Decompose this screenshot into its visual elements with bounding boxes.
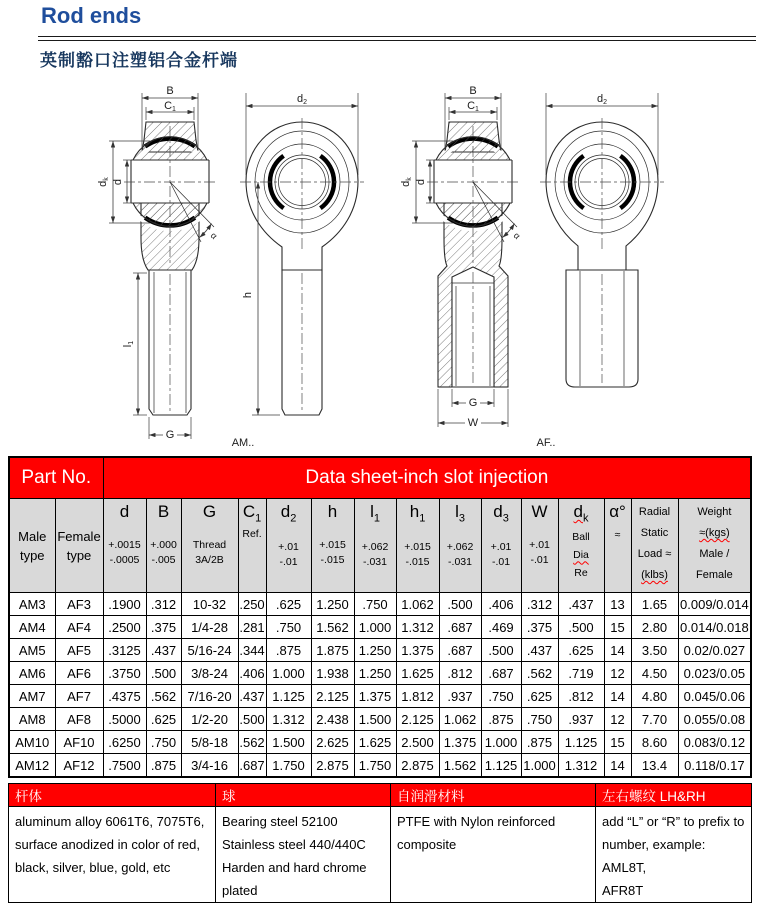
af-front-view [537, 93, 664, 449]
spec-cell: 3.50 [631, 639, 678, 662]
spec-cell: AF4 [55, 616, 103, 639]
column-symbol: $d_2$ [280, 502, 297, 525]
spec-cell: .3125 [103, 639, 146, 662]
spec-cell: 2.625 [311, 731, 354, 754]
column-sublabels [104, 538, 146, 568]
spec-cell: .500 [558, 616, 604, 639]
label-line: type [66, 548, 92, 563]
spec-cell: 2.875 [311, 754, 354, 778]
spec-cell: 1.375 [439, 731, 481, 754]
label-line: +.01 [529, 539, 550, 551]
spec-row-AM6 [9, 662, 751, 685]
label-line: +.0015 [108, 539, 141, 551]
spec-cell: 1.312 [558, 754, 604, 778]
type-column-header-0 [9, 499, 55, 593]
materials-header-row [9, 784, 752, 807]
spec-cell: 14 [604, 639, 631, 662]
spec-cell: .5000 [103, 708, 146, 731]
spec-cell: .437 [521, 639, 558, 662]
spec-cell: .562 [521, 662, 558, 685]
spec-cell: 1.65 [631, 593, 678, 616]
page-subtitle: 英制豁口注塑铝合金杆端 [40, 51, 238, 70]
spec-cell: 5/8-18 [181, 731, 238, 754]
spec-cell: .625 [146, 708, 181, 731]
material-cell-1 [216, 807, 391, 903]
material-header-1: 球 [216, 784, 391, 807]
material-line: Stainless steel 440/440C [222, 837, 366, 852]
spec-cell: AM5 [9, 639, 55, 662]
column-sublabels [482, 540, 521, 570]
dim-label-dk: dk [97, 177, 110, 187]
spec-cell: AF3 [55, 593, 103, 616]
spec-cell: .687 [439, 616, 481, 639]
am-section-view [97, 85, 219, 441]
spec-column-header-10 [521, 499, 558, 593]
spec-cell: 3/8-24 [181, 662, 238, 685]
material-header-3: 左右螺纹 LH&RH [596, 784, 752, 807]
spec-cell: 1.812 [396, 685, 439, 708]
label-line: type [19, 548, 45, 563]
spec-cell: 0.02/0.027 [678, 639, 751, 662]
dim-label-d2: d2 [296, 93, 308, 106]
label-line: Female [57, 529, 101, 544]
spec-cell: AF10 [55, 731, 103, 754]
spec-cell: 0.118/0.17 [678, 754, 751, 778]
type-column-label [10, 527, 55, 565]
label-line: Female [696, 569, 733, 581]
spec-cell: .875 [521, 731, 558, 754]
column-symbol: $l_3$ [455, 502, 465, 525]
column-symbol: B [157, 502, 170, 521]
spec-cell: .500 [146, 662, 181, 685]
spec-cell: 1.625 [396, 662, 439, 685]
column-sublabels [355, 540, 396, 570]
spec-cell: 12 [604, 662, 631, 685]
spec-cell: .7500 [103, 754, 146, 778]
label-line: +.01 [278, 541, 299, 554]
spec-cell: .437 [146, 639, 181, 662]
column-sublabels [312, 538, 354, 568]
column-sublabels [182, 538, 238, 568]
column-symbol: α° [609, 502, 626, 521]
spec-cell: .937 [558, 708, 604, 731]
column-symbol: $d_3$ [493, 502, 509, 525]
spec-column-header-8 [439, 499, 481, 593]
spec-cell: .312 [521, 593, 558, 616]
spec-cell: .625 [266, 593, 311, 616]
spec-cell: 1.562 [439, 754, 481, 778]
spec-cell: .406 [481, 593, 521, 616]
title-divider [38, 36, 756, 41]
spec-cell: .750 [521, 708, 558, 731]
spec-cell: .1900 [103, 593, 146, 616]
label-line: -.015 [320, 554, 345, 566]
spec-cell: .625 [521, 685, 558, 708]
label-line: +.015 [404, 541, 431, 554]
dim-label-b: B [166, 85, 174, 97]
label-line: Re [574, 567, 588, 580]
column-symbol: $h_1$ [409, 502, 426, 525]
spec-cell: 1.000 [481, 731, 521, 754]
material-line: composite [397, 837, 457, 852]
spec-cell: 0.055/0.08 [678, 708, 751, 731]
spec-cell: 1.250 [354, 662, 396, 685]
spec-cell: 4.50 [631, 662, 678, 685]
spec-cell: .4375 [103, 685, 146, 708]
spec-column-header-3 [238, 499, 266, 593]
spec-cell: .500 [481, 639, 521, 662]
spec-column-header-11 [558, 499, 604, 593]
spec-column-header-13 [631, 499, 678, 593]
spec-cell: 1.875 [311, 639, 354, 662]
dim-label-g: G [468, 397, 478, 409]
spec-cell: .2500 [103, 616, 146, 639]
spec-cell: 1/2-20 [181, 708, 238, 731]
type-column-label [56, 527, 103, 565]
spec-cell: AF12 [55, 754, 103, 778]
material-header-0: 杆体 [9, 784, 216, 807]
spec-cell: 2.875 [396, 754, 439, 778]
dim-label-w: W [467, 417, 479, 429]
material-line: number, example: AML8T, [602, 837, 706, 875]
spec-cell: .500 [439, 593, 481, 616]
material-cell-2 [391, 807, 596, 903]
spec-cell: .687 [481, 662, 521, 685]
spec-cell: .750 [481, 685, 521, 708]
spec-cell: AM6 [9, 662, 55, 685]
spec-table [8, 456, 752, 778]
spec-cell: 8.60 [631, 731, 678, 754]
spec-cell: 2.125 [311, 685, 354, 708]
spec-cell: 1.375 [354, 685, 396, 708]
spec-cell: 1.062 [439, 708, 481, 731]
label-line: +.062 [361, 541, 389, 554]
spec-cell: 14 [604, 754, 631, 778]
material-cell-0 [9, 807, 216, 903]
spec-cell: 13 [604, 593, 631, 616]
spec-column-header-4 [266, 499, 311, 593]
spec-cell: .344 [238, 639, 266, 662]
dim-label-c1: C1 [164, 100, 176, 113]
column-symbol: $l_1$ [370, 502, 380, 525]
label-line: Thread [192, 539, 227, 551]
label-line: 3A/2B [195, 554, 224, 566]
label-line: -.031 [363, 556, 387, 569]
label-line: Male [18, 529, 47, 544]
column-symbol: $C_1$ [242, 502, 262, 525]
column-symbol: W [531, 502, 548, 521]
column-sublabels [605, 526, 631, 544]
column-symbol: G [202, 502, 217, 521]
spec-cell: 1.562 [311, 616, 354, 639]
spec-cell: AM4 [9, 616, 55, 639]
label-line: Radial [638, 506, 671, 518]
material-line: PTFE with Nylon reinforced [397, 814, 556, 829]
dim-label-b: B [469, 85, 477, 97]
dim-label-d2: d2 [596, 93, 608, 106]
spec-row-AM12 [9, 754, 751, 778]
spec-row-AM8 [9, 708, 751, 731]
spec-row-AM5 [9, 639, 751, 662]
spec-column-header-14 [678, 499, 751, 593]
spec-cell: AF7 [55, 685, 103, 708]
spec-cell: .719 [558, 662, 604, 685]
spec-cell: .375 [521, 616, 558, 639]
dim-label-d: d [415, 178, 427, 186]
material-cell-3 [596, 807, 752, 903]
spec-column-header-2 [181, 499, 238, 593]
label-line: -.015 [405, 556, 430, 569]
technical-drawing [0, 80, 759, 455]
spec-column-header-9 [481, 499, 521, 593]
part-no-header: Part No. [9, 457, 103, 499]
spec-cell: 1/4-28 [181, 616, 238, 639]
materials-table [8, 783, 752, 903]
label-line: Ball [572, 531, 590, 544]
spec-cell: 4.80 [631, 685, 678, 708]
column-sublabels [397, 540, 439, 570]
table-title-row [9, 457, 751, 499]
label-line: ≈(kgs) [699, 527, 730, 539]
spec-column-header-1 [146, 499, 181, 593]
spec-cell: 1.750 [266, 754, 311, 778]
spec-cell: 15 [604, 616, 631, 639]
column-symbol: h [327, 502, 338, 521]
dim-label-g: G [165, 429, 175, 441]
label-line: -.0005 [109, 554, 140, 566]
spec-cell: .281 [238, 616, 266, 639]
label-line: -.01 [491, 556, 511, 569]
dim-label-dk: dk [400, 177, 413, 187]
dim-label-alpha: α [208, 230, 220, 242]
spec-cell: .812 [558, 685, 604, 708]
dim-label-d: d [112, 178, 124, 186]
spec-cell: AM10 [9, 731, 55, 754]
spec-cell: .750 [354, 593, 396, 616]
am-front-view [232, 93, 364, 449]
spec-cell: AF8 [55, 708, 103, 731]
column-sublabels [522, 538, 558, 568]
label-line: ≈ [614, 529, 621, 541]
af-caption: AF.. [536, 437, 556, 449]
spec-cell: 1.375 [396, 639, 439, 662]
spec-cell: .3750 [103, 662, 146, 685]
label-line: Load ≈ [637, 548, 672, 560]
spec-cell: 5/16-24 [181, 639, 238, 662]
material-line: Bearing steel 52100 [222, 814, 338, 829]
spec-cell: .437 [558, 593, 604, 616]
spec-cell: AM8 [9, 708, 55, 731]
spec-cell: 2.80 [631, 616, 678, 639]
label-line: Dia [573, 549, 589, 562]
spec-cell: 1.250 [311, 593, 354, 616]
material-line: aluminum alloy 6061T6, 7075T6, [15, 814, 205, 829]
datasheet-title: Data sheet-inch slot injection [103, 457, 751, 499]
spec-cell: .750 [146, 731, 181, 754]
spec-cell: 1.625 [354, 731, 396, 754]
spec-cell: .875 [266, 639, 311, 662]
label-line: Male / [699, 548, 730, 560]
am-caption: AM.. [231, 437, 255, 449]
spec-cell: 2.500 [396, 731, 439, 754]
material-header-2: 自润滑材料 [391, 784, 596, 807]
spec-column-header-0 [103, 499, 146, 593]
spec-cell: 1.938 [311, 662, 354, 685]
spec-column-header-12 [604, 499, 631, 593]
label-line: Weight [697, 506, 732, 518]
label-line: +.015 [319, 539, 346, 551]
spec-cell: .437 [238, 685, 266, 708]
spec-cell: 3/4-16 [181, 754, 238, 778]
type-column-header-1 [55, 499, 103, 593]
spec-cell: 10-32 [181, 593, 238, 616]
spec-cell: 0.014/0.018 [678, 616, 751, 639]
material-line: AFR8T [602, 883, 644, 898]
spec-cell: .562 [146, 685, 181, 708]
column-sublabels [559, 528, 604, 582]
spec-cell: .875 [146, 754, 181, 778]
spec-cell: .312 [146, 593, 181, 616]
material-line: black, silver, blue, gold, etc [15, 860, 171, 875]
label-line: -.031 [448, 556, 472, 569]
spec-cell: 1.250 [354, 639, 396, 662]
dim-label-l1: l1 [122, 340, 135, 348]
material-line: add “L” or “R” to prefix to [602, 814, 745, 829]
spec-cell: .250 [238, 593, 266, 616]
spec-cell: .6250 [103, 731, 146, 754]
spec-cell: 2.125 [396, 708, 439, 731]
spec-cell: AF5 [55, 639, 103, 662]
column-sublabels [440, 540, 481, 570]
spec-cell: 1.500 [354, 708, 396, 731]
spec-cell: AF6 [55, 662, 103, 685]
spec-column-header-5 [311, 499, 354, 593]
spec-row-AM3 [9, 593, 751, 616]
label-line: +.062 [446, 541, 474, 554]
spec-cell: 0.083/0.12 [678, 731, 751, 754]
spec-cell: .937 [439, 685, 481, 708]
label-line: -.01 [279, 556, 298, 569]
spec-cell: 1.750 [354, 754, 396, 778]
spec-cell: 1.125 [266, 685, 311, 708]
material-line: Harden and hard chrome plated [222, 860, 367, 898]
spec-cell: 0.023/0.05 [678, 662, 751, 685]
column-sublabels [632, 502, 678, 586]
column-header-row [9, 499, 751, 593]
spec-cell: .625 [558, 639, 604, 662]
column-sublabels [147, 538, 181, 568]
dim-label-h: h [242, 291, 254, 299]
column-symbol: $d_k$ [573, 502, 589, 525]
spec-cell: .687 [238, 754, 266, 778]
spec-cell: .687 [439, 639, 481, 662]
spec-cell: 1.125 [558, 731, 604, 754]
spec-cell: 1.312 [396, 616, 439, 639]
spec-cell: 0.045/0.06 [678, 685, 751, 708]
label-line: (klbs) [641, 569, 668, 581]
spec-cell: .406 [238, 662, 266, 685]
spec-cell: 1.000 [266, 662, 311, 685]
spec-cell: .375 [146, 616, 181, 639]
spec-cell: .562 [238, 731, 266, 754]
spec-cell: 1.062 [396, 593, 439, 616]
column-sublabels [679, 502, 751, 586]
label-line: Static [640, 527, 669, 539]
spec-cell: .469 [481, 616, 521, 639]
spec-cell: 7.70 [631, 708, 678, 731]
label-line: Ref. [242, 528, 262, 541]
spec-column-header-7 [396, 499, 439, 593]
spec-column-header-6 [354, 499, 396, 593]
page-title: Rod ends [41, 3, 142, 28]
spec-cell: 14 [604, 685, 631, 708]
spec-cell: 1.500 [266, 731, 311, 754]
spec-cell: AM12 [9, 754, 55, 778]
spec-cell: .750 [266, 616, 311, 639]
column-symbol: d [119, 502, 130, 521]
spec-cell: 0.009/0.014 [678, 593, 751, 616]
spec-cell: 13.4 [631, 754, 678, 778]
spec-cell: 15 [604, 731, 631, 754]
spec-row-AM7 [9, 685, 751, 708]
spec-cell: .812 [439, 662, 481, 685]
spec-cell: AM7 [9, 685, 55, 708]
dim-label-alpha: α [511, 230, 523, 242]
spec-cell: 1.312 [266, 708, 311, 731]
af-section-view [400, 85, 522, 429]
spec-cell: .875 [481, 708, 521, 731]
material-line: surface anodized in color of red, [15, 837, 200, 852]
label-line: -.01 [530, 554, 549, 566]
dim-label-c1: C1 [467, 100, 479, 113]
label-line: +.01 [490, 541, 512, 554]
label-line: -.005 [151, 554, 176, 566]
spec-row-AM4 [9, 616, 751, 639]
label-line: +.000 [150, 539, 177, 551]
materials-body-row [9, 807, 752, 903]
column-sublabels [239, 527, 266, 542]
spec-cell: AM3 [9, 593, 55, 616]
spec-cell: 1.000 [521, 754, 558, 778]
spec-cell: 12 [604, 708, 631, 731]
spec-cell: 1.125 [481, 754, 521, 778]
column-sublabels [267, 540, 311, 570]
spec-cell: 7/16-20 [181, 685, 238, 708]
spec-cell: .500 [238, 708, 266, 731]
spec-cell: 1.000 [354, 616, 396, 639]
spec-cell: 2.438 [311, 708, 354, 731]
spec-row-AM10 [9, 731, 751, 754]
